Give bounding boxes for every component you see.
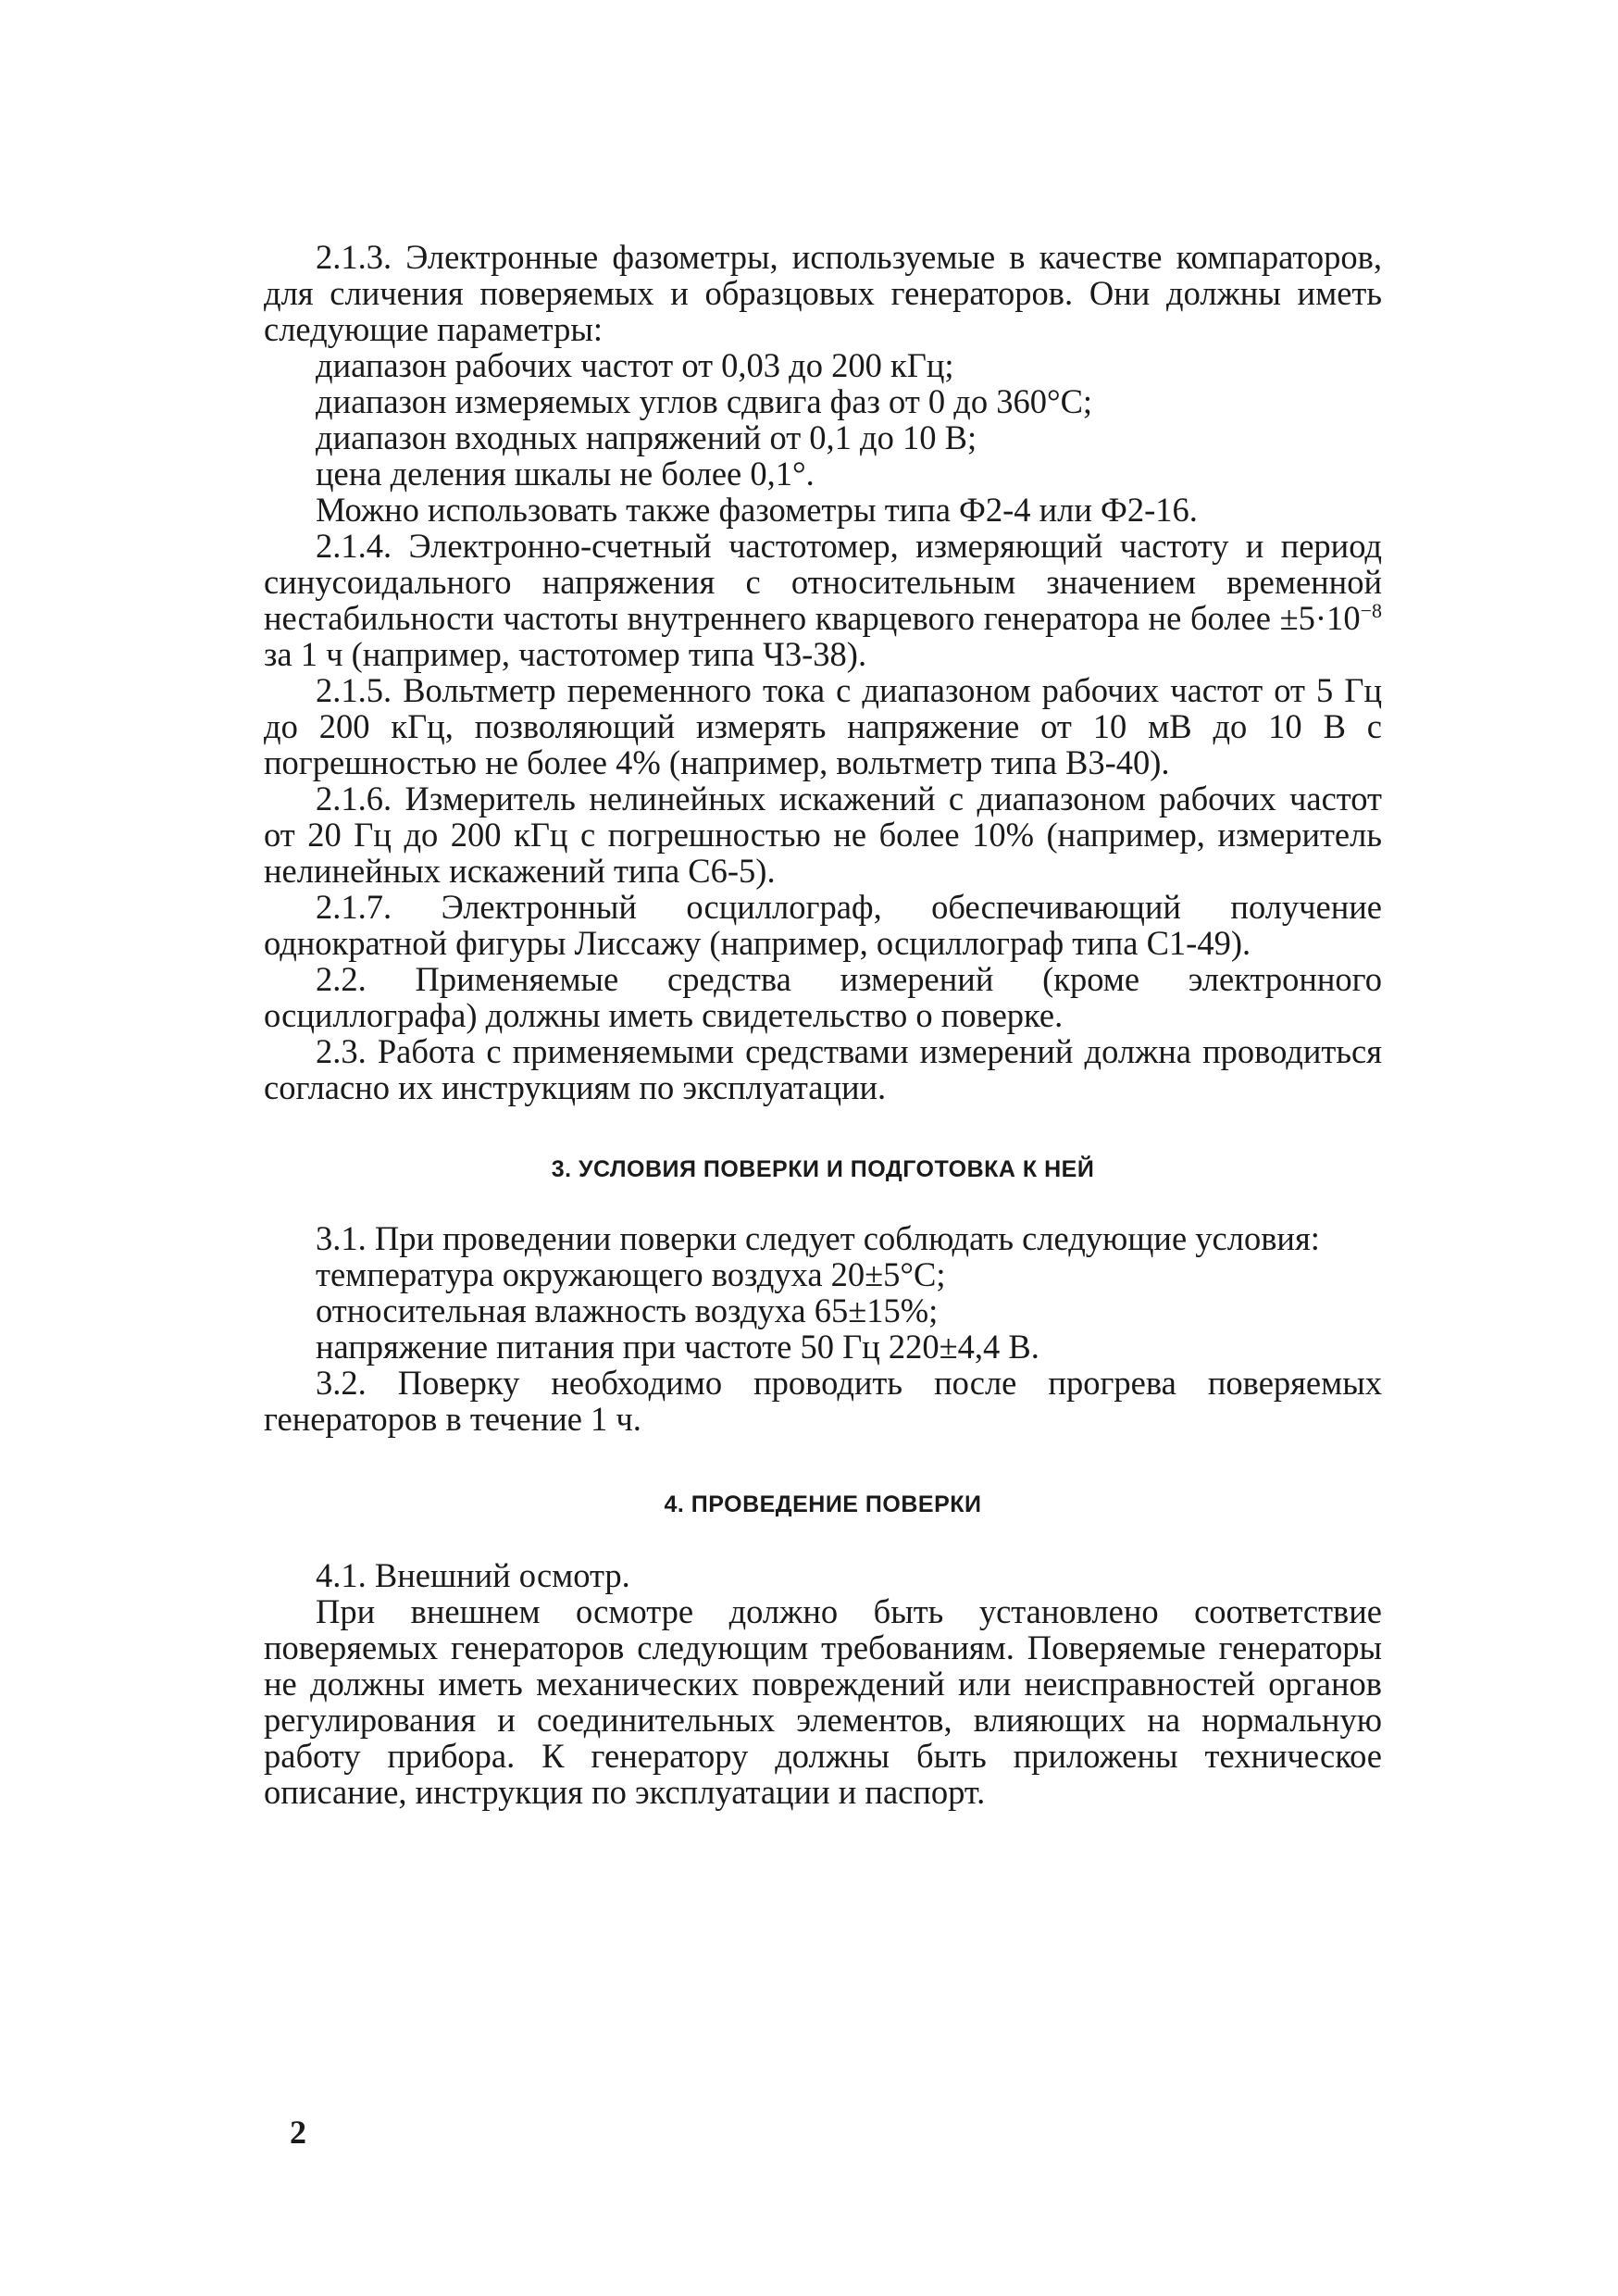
list-item: диапазон входных напряжений от 0,1 до 10 В; bbox=[316, 418, 977, 456]
exponent: −8 bbox=[1360, 598, 1382, 622]
list-item: относительная влажность воздуха 65±15%; bbox=[316, 1292, 939, 1329]
paragraph-2-1-3: 2.1.3. Электронные фазометры, используемые в качестве компараторов, для сличения поверяемых и образцовых генераторов. Они должны иметь следующие параметры: bbox=[264, 238, 1382, 348]
page-body bbox=[264, 239, 1382, 1810]
paragraph-2-1-5: 2.1.5. Вольтметр переменного тока с диапазоном рабочих частот от 5 Гц до 200 кГц, позволяющий измерять напряжение от 10 мВ до 10 В с погрешностью не более 4% (например, вольтметр типа В3-40). bbox=[264, 671, 1382, 781]
paragraph-2-3: 2.3. Работа с применяемыми средствами измерений должна проводиться согласно их инструкциям по эксплуатации. bbox=[264, 1032, 1382, 1106]
paragraph-4-1-text: При внешнем осмотре должно быть установлено соответствие поверяемых генераторов следующим требованиям. Поверяемые генераторы не должны иметь механических повреждений или неисправностей органов регулирования и соединительных элементов, влияющих на нормальную работу прибора. К генератору должны быть приложены техническое описание, инструкция по эксплуатации и паспорт. bbox=[264, 1592, 1382, 1811]
paragraph-2-1-4 bbox=[264, 528, 1382, 672]
paragraph-2-1-6: 2.1.6. Измеритель нелинейных искажений с диапазоном рабочих частот от 20 Гц до 200 кГц с погрешностью не более 10% (например, измеритель нелинейных искажений типа С6-5). bbox=[264, 780, 1382, 890]
list-item: напряжение питания при частоте 50 Гц 220±4,4 В. bbox=[316, 1328, 1039, 1366]
list-item: диапазон измеряемых углов сдвига фаз от 0 до 360°С; bbox=[316, 382, 1093, 420]
paragraph-2-1-4-part2: за 1 ч (например, частотомер типа Ч3-38). bbox=[264, 635, 867, 673]
paragraph-4-1-title: 4.1. Внешний осмотр. bbox=[316, 1556, 630, 1594]
paragraph-2-2: 2.2. Применяемые средства измерений (кроме электронного осциллографа) должны иметь свидетельство о поверке. bbox=[264, 960, 1382, 1034]
paragraph-3-1: 3.1. При проведении поверки следует соблюдать следующие условия: bbox=[316, 1219, 1320, 1257]
paragraph-2-1-3-note: Можно использовать также фазометры типа Ф2-4 или Ф2-16. bbox=[316, 491, 1198, 529]
list-item: цена деления шкалы не более 0,1°. bbox=[316, 455, 815, 493]
paragraph-3-2: 3.2. Поверку необходимо проводить после прогрева поверяемых генераторов в течение 1 ч. bbox=[264, 1364, 1382, 1438]
section-4-heading: 4. ПРОВЕДЕНИЕ ПОВЕРКИ bbox=[664, 1491, 982, 1517]
list-item: температура окружающего воздуха 20±5°С; bbox=[316, 1255, 946, 1293]
list-item: диапазон рабочих частот от 0,03 до 200 кГц; bbox=[316, 346, 954, 384]
section-3-heading: 3. УСЛОВИЯ ПОВЕРКИ И ПОДГОТОВКА К НЕЙ bbox=[551, 1156, 1095, 1182]
paragraph-2-1-4-part1: 2.1.4. Электронно-счетный частотомер, измеряющий частоту и период синусоидального напряжения с относительным значением временной нестабильности частоты внутреннего кварцевого генератора не более ±5·10 bbox=[264, 527, 1382, 637]
paragraph-2-1-7: 2.1.7. Электронный осциллограф, обеспечивающий получение однократной фигуры Лиссажу (например, осциллограф типа С1-49). bbox=[264, 888, 1382, 962]
page-number: 2 bbox=[290, 2114, 306, 2151]
